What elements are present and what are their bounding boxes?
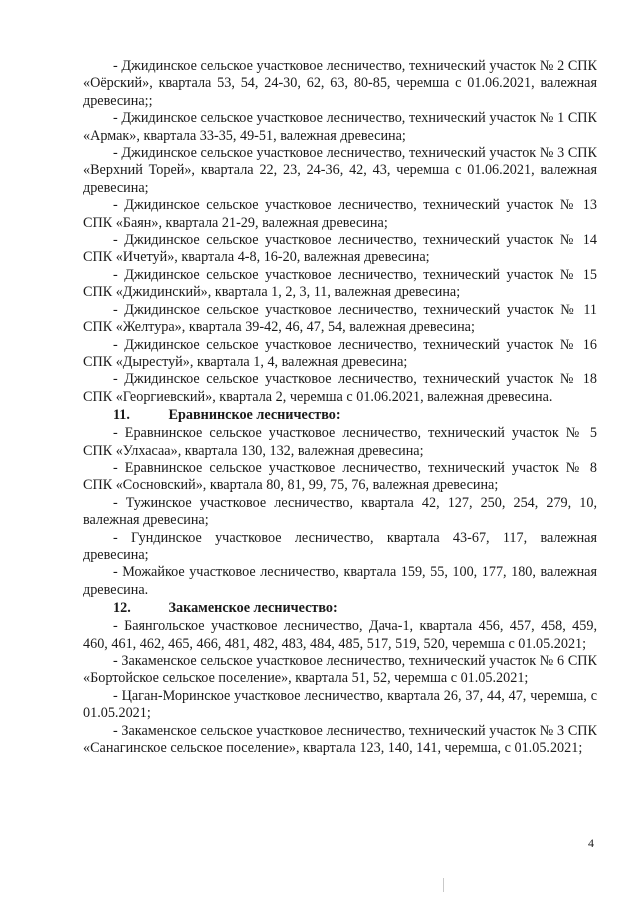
list-item: - Можайкое участковое лесничество, квартала 159, 55, 100, 177, 180, валежная древесина. [83,564,597,598]
list-item: - Цаган-Моринское участковое лесничество, квартала 26, 37, 44, 47, черемша, с 01.05.2021; [83,687,597,722]
section-number: 11. [113,407,130,424]
section-heading-11 [83,406,597,425]
section-number: 12. [113,600,131,617]
list-item: - Закаменское сельское участковое лесничество, технический участок № 6 СПК «Бортойское сельское поселение», квартала 51, 52, черемша с 01.05.2021; [83,653,597,687]
list-item: - Джидинское сельское участковое лесничество, технический участок № 15 СПК «Джидинский», квартала 1, 2, 3, 11, валежная древесина; [83,266,597,301]
list-item: - Закаменское сельское участковое лесничество, технический участок № 3 СПК «Санагинское сельское поселение», квартала 123, 140, 141, черемша, с 01.05.2021; [83,722,597,757]
list-item: - Джидинское сельское участковое лесничество, технический участок № 13 СПК «Баян», квартала 21-29, валежная древесина; [83,197,597,231]
list-item: - Джидинское сельское участковое лесничество, технический участок № 1 СПК «Армак», квартала 33-35, 49-51, валежная древесина; [83,110,597,144]
list-item: - Еравнинское сельское участковое лесничество, технический участок № 5 СПК «Улхасаа», квартала 130, 132, валежная древесина; [83,425,597,459]
paragraph-group-zakamensk [83,618,597,757]
list-item: - Баянгольское участковое лесничество, Дача-1, квартала 456, 457, 458, 459, 460, 461, 462, 465, 466, 481, 482, 483, 484, 485, 517, 519, 520, черемша с 01.05.2021; [83,618,597,652]
list-item: - Джидинское сельское участковое лесничество, технический участок № 16 СПК «Дырестуй», квартала 1, 4, валежная древесина; [83,336,597,370]
list-item: - Гундинское участковое лесничество, квартала 43-67, 117, валежная древесина; [83,529,597,563]
document-page [83,58,597,757]
list-item: - Джидинское сельское участковое лесничество, технический участок № 2 СПК «Оёрский», квартала 53, 54, 24-30, 62, 63, 80-85, черемша с 01.06.2021, валежная древесина;; [83,58,597,109]
list-item: - Еравнинское сельское участковое лесничество, технический участок № 8 СПК «Сосновский», квартала 80, 81, 99, 75, 76, валежная древесина; [83,459,597,494]
paragraph-group-eravna [83,425,597,599]
scan-artifact [443,878,444,892]
list-item: - Джидинское сельское участковое лесничество, технический участок № 14 СПК «Ичетуй», квартала 4-8, 16-20, валежная древесина; [83,232,597,266]
page-number: 4 [588,836,594,850]
list-item: - Джидинское сельское участковое лесничество, технический участок № 11 СПК «Желтура», квартала 39-42, 46, 47, 54, валежная древесина; [83,301,597,336]
paragraph-group-dzhida [83,58,597,406]
list-item: - Джидинское сельское участковое лесничество, технический участок № 18 СПК «Георгиевский», квартала 2, черемша с 01.06.2021, валежная древесина. [83,371,597,405]
section-title: Закаменское лесничество: [168,600,338,617]
list-item: - Тужинское участковое лесничество, квартала 42, 127, 250, 254, 279, 10, валежная древесина; [83,494,597,529]
section-heading-12 [83,599,597,618]
list-item: - Джидинское сельское участковое лесничество, технический участок № 3 СПК «Верхний Торей», квартала 22, 23, 24-36, 42, 43, черемша с 01.06.2021, валежная древесина; [83,145,597,196]
section-title: Еравнинское лесничество: [168,407,341,424]
